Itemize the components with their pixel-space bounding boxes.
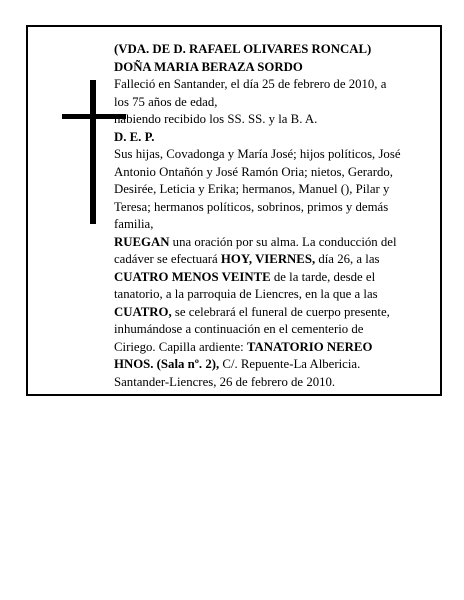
chapel-address: C/. Repuente-La Albericia. [219,357,361,371]
conduction-time-rest: de la tarde, desde el [270,269,376,284]
cross-vertical-bar [90,80,96,224]
conduction-day: HOY, VIERNES, [220,252,316,266]
family-line-5: familia, [114,217,154,231]
death-info-line-2: los 75 años de edad, [114,94,218,109]
conduction-time-line [114,269,444,287]
chapel-name: TANATORIO NEREO [246,339,373,354]
conduction-start: cadáver se efectuará [114,252,221,266]
sacraments-line: habiendo recibido los SS. SS. y la B. A. [114,112,318,126]
family-line-2: Antonio Ontañón y José Ramón Oria; nietos, Gerardo, [114,164,393,179]
closing-line: Santander-Liencres, 26 de febrero de 2010. [114,374,336,389]
conduction-date: día 26, a las [315,252,380,266]
funeral-line [114,304,444,322]
family-line-1: Sus hijas, Covadonga y María José; hijos políticos, José [114,147,401,161]
conduction-time: CUATRO MENOS VEINTE [114,269,271,284]
chapel-room: HNOS. (Sala nº. 2), [114,357,220,371]
notice-text [114,41,444,391]
funeral-rest: se celebrará el funeral de cuerpo presente, [171,304,390,319]
death-info-line-1: Falleció en Santander, el día 25 de febrero de 2010, a [114,77,387,91]
ruegan-word: RUEGAN [114,234,170,249]
ruegan-rest: una oración por su alma. La conducción del [169,234,397,249]
dep-line: D. E. P. [114,129,155,144]
ruegan-line [114,234,444,252]
burial-line: inhumándose a continuación en el cementerio de [114,322,364,336]
chapel-start: Ciriego. Capilla ardiente: [114,339,247,354]
widow-line: (VDA. DE D. RAFAEL OLIVARES RONCAL) [114,42,372,56]
funeral-time: CUATRO, [114,304,172,319]
obituary-notice [26,25,442,396]
family-line-4: Teresa; hermanos políticos, sobrinos, primos y demás [114,199,389,214]
family-line-3: Desirée, Leticia y Erika; hermanos, Manuel (), Pilar y [114,182,390,196]
parish-line: tanatorio, a la parroquia de Liencres, en la que a las [114,287,378,301]
chapel-line [114,339,444,357]
deceased-name: DOÑA MARIA BERAZA SORDO [114,59,303,74]
chapel-address-line [114,356,444,374]
conduction-line [114,251,444,269]
